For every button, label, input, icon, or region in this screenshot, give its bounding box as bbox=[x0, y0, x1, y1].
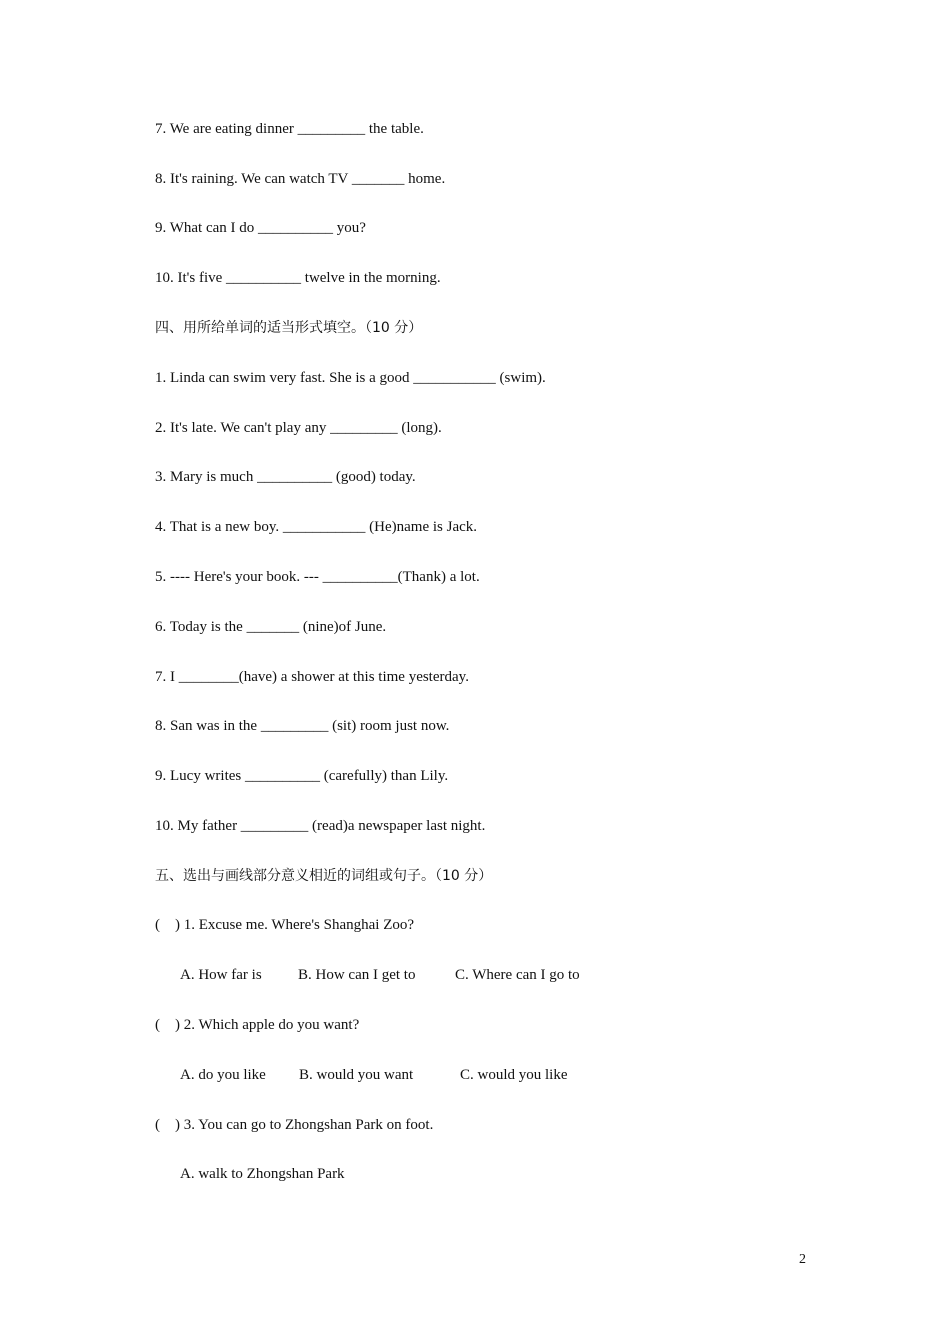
question-line: 9. Lucy writes __________ (carefully) than Lily. bbox=[155, 768, 449, 784]
question-line: 7. I ________(have) a shower at this time yesterday. bbox=[155, 669, 469, 685]
question-line: 8. It's raining. We can watch TV _______ home. bbox=[155, 171, 446, 187]
question-line: 10. My father _________ (read)a newspaper last night. bbox=[155, 818, 486, 834]
question-line: 9. What can I do __________ you? bbox=[155, 220, 366, 236]
question-stem: ( ) 3. You can go to Zhongshan Park on foot. bbox=[155, 1117, 434, 1133]
section-heading: 五、选出与画线部分意义相近的词组或句子。（10 分） bbox=[155, 868, 493, 884]
option-c: C. Where can I go to bbox=[455, 967, 580, 983]
options-row bbox=[180, 966, 580, 984]
option-a: A. do you like bbox=[180, 1067, 266, 1083]
page-number: 2 bbox=[799, 1252, 806, 1267]
question-line: 2. It's late. We can't play any _________ (long). bbox=[155, 420, 442, 436]
question-line: 10. It's five __________ twelve in the morning. bbox=[155, 270, 441, 286]
option-a: A. How far is bbox=[180, 967, 262, 983]
option-b: B. How can I get to bbox=[298, 967, 416, 983]
question-line: 3. Mary is much __________ (good) today. bbox=[155, 469, 416, 485]
question-line: 5. ---- Here's your book. --- __________(Thank) a lot. bbox=[155, 569, 480, 585]
section-heading: 四、用所给单词的适当形式填空。（10 分） bbox=[155, 320, 423, 336]
question-line: 1. Linda can swim very fast. She is a good ___________ (swim). bbox=[155, 370, 546, 386]
option-c: C. would you like bbox=[460, 1067, 568, 1083]
options-row bbox=[180, 1066, 568, 1084]
question-stem: ( ) 1. Excuse me. Where's Shanghai Zoo? bbox=[155, 917, 415, 933]
option-b: B. would you want bbox=[299, 1067, 414, 1083]
question-line: 7. We are eating dinner _________ the table. bbox=[155, 121, 424, 137]
question-stem: ( ) 2. Which apple do you want? bbox=[155, 1017, 360, 1033]
question-line: 4. That is a new boy. ___________ (He)name is Jack. bbox=[155, 519, 478, 535]
question-line: 6. Today is the _______ (nine)of June. bbox=[155, 619, 387, 635]
question-line: 8. San was in the _________ (sit) room just now. bbox=[155, 718, 450, 734]
option-a: A. walk to Zhongshan Park bbox=[180, 1166, 345, 1182]
